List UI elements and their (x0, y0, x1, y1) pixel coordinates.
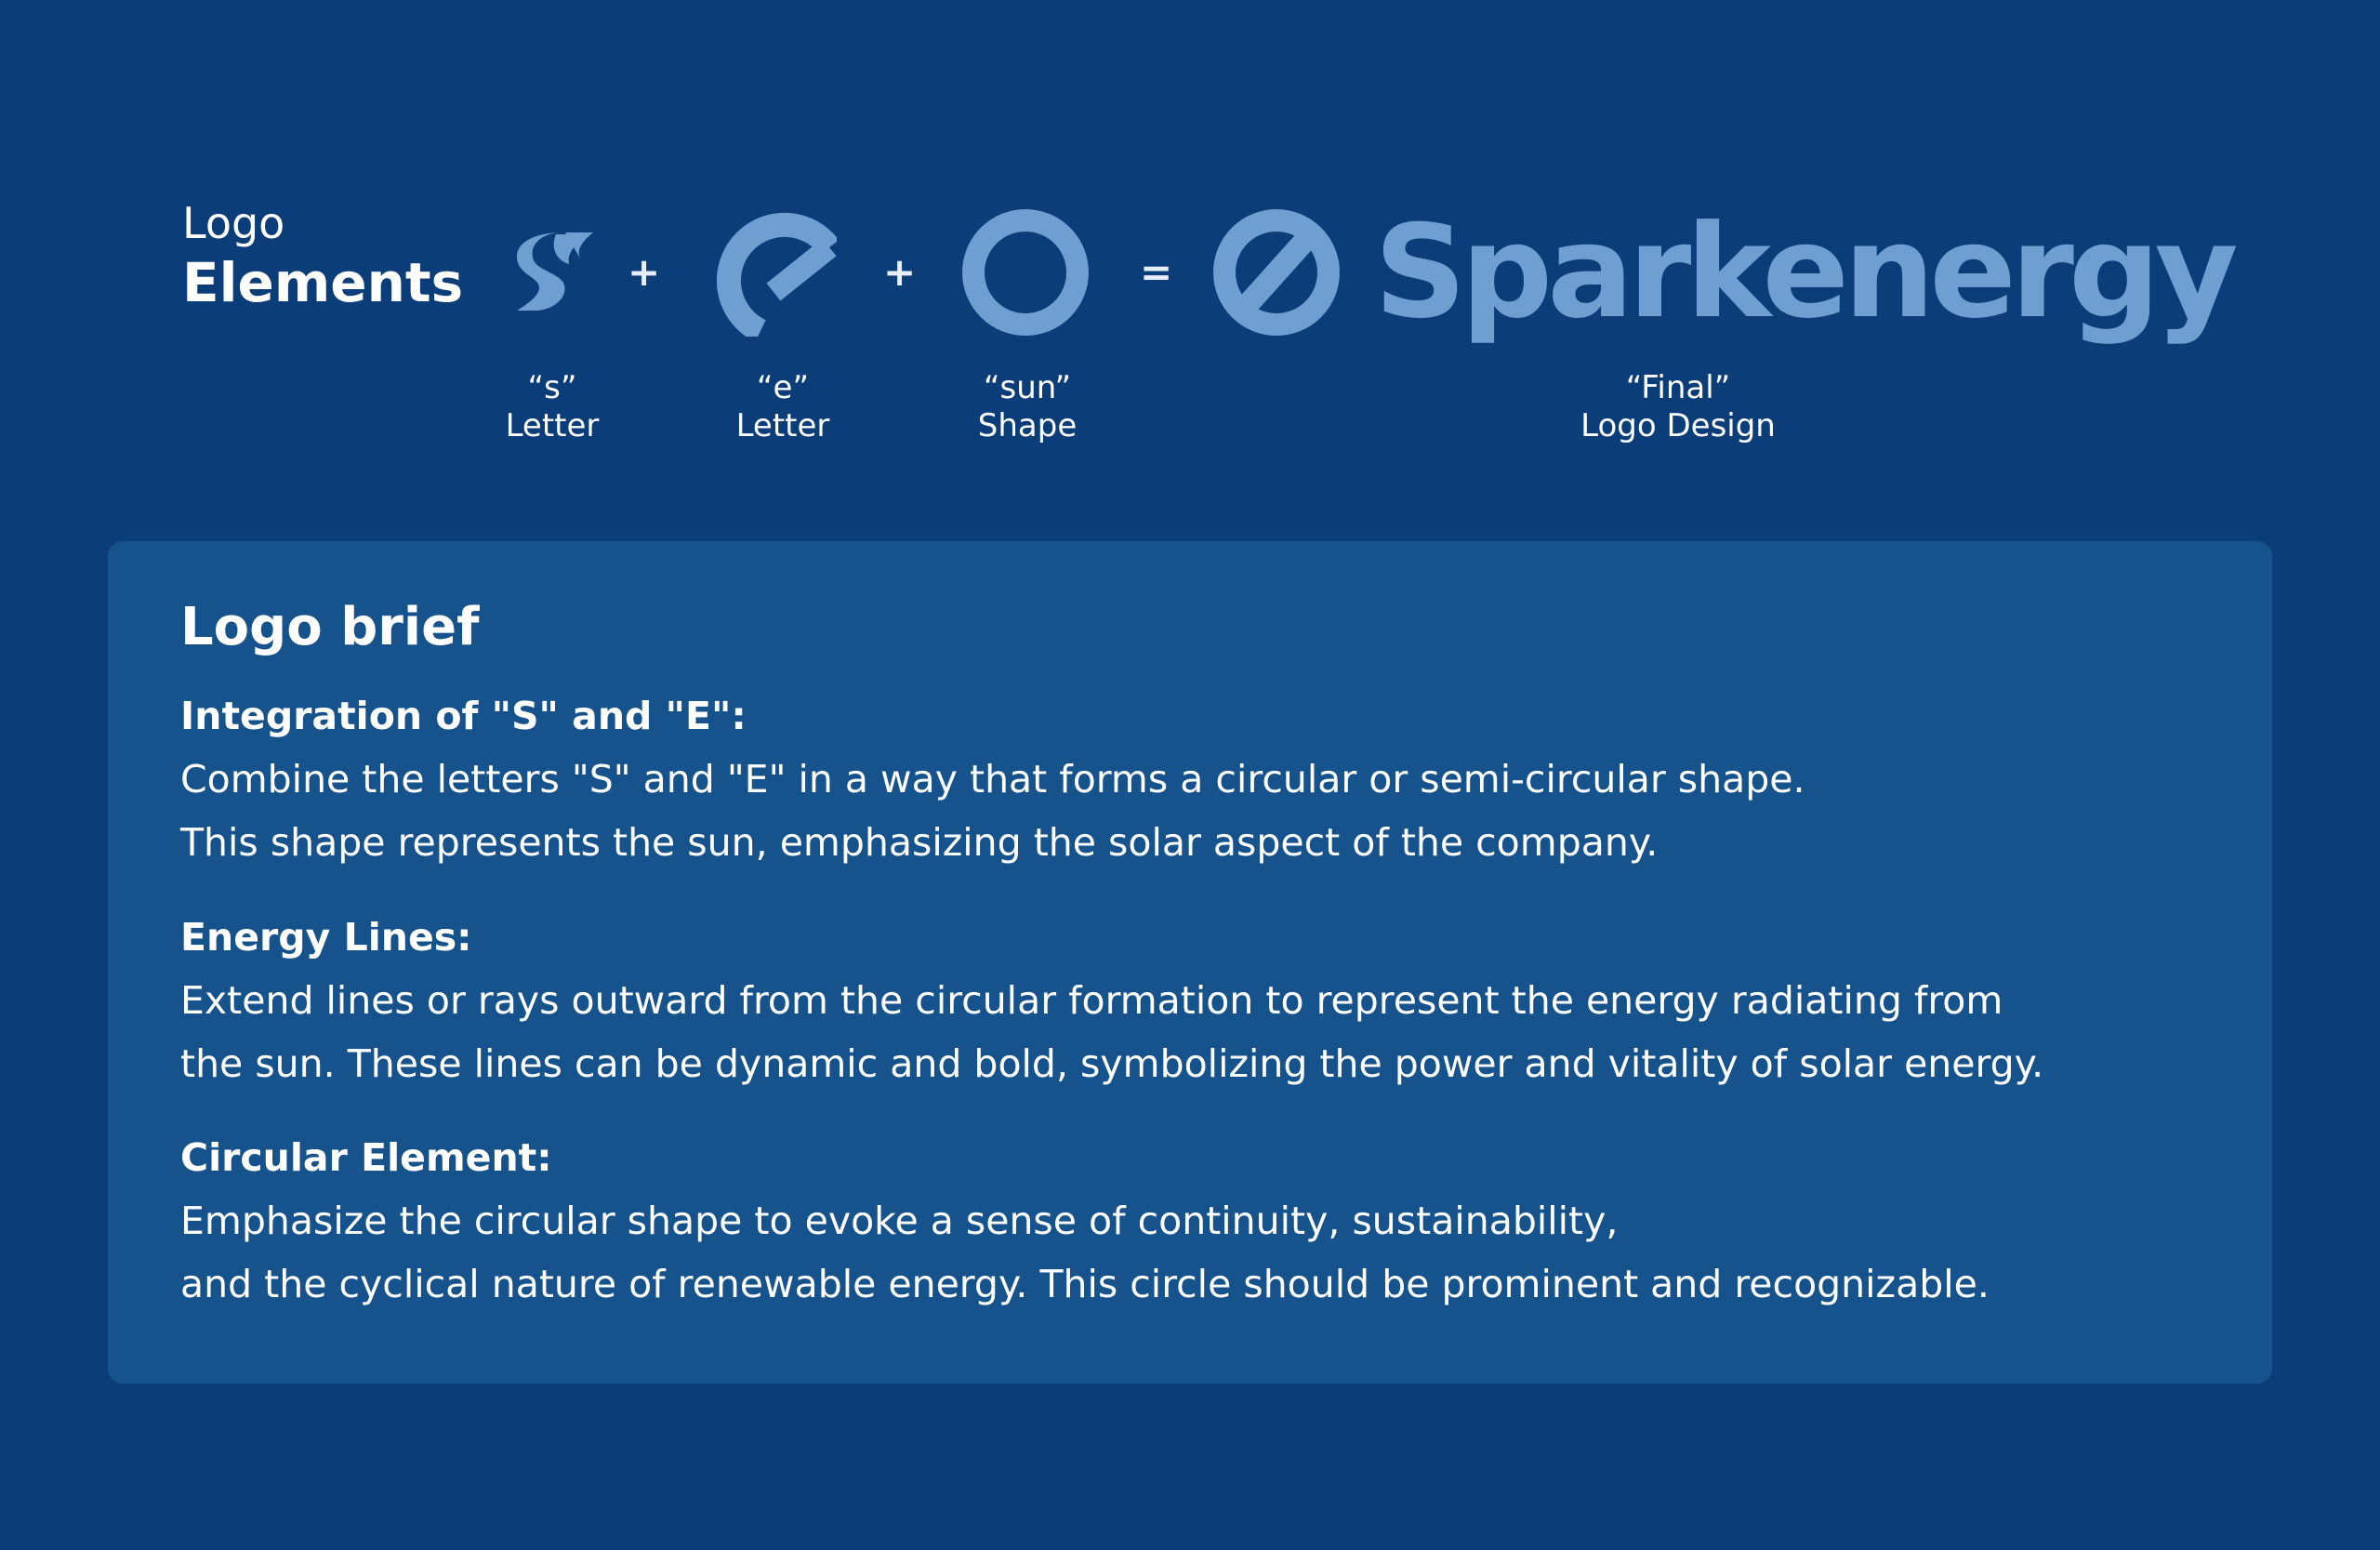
section-line: This shape represents the sun, emphasizing the solar aspect of the company. (180, 820, 1659, 865)
caption-sun-shape: “sun” Shape (977, 369, 1078, 444)
title-bold: Elements (182, 250, 464, 314)
brief-title: Logo brief (180, 597, 480, 657)
logo-elements-title (182, 199, 463, 314)
plus-operator-2: + (883, 249, 917, 295)
caption-e-letter: “e” Letter (735, 369, 830, 444)
section-line: Combine the letters "S" and "E" in a way that forms a circular or semi-circular shape. (180, 757, 1805, 801)
s-letter-icon (509, 229, 597, 316)
e-letter-icon (712, 212, 837, 337)
section-heading: Energy Lines: (180, 915, 472, 960)
caption-final-logo: “Final” Logo Design (1580, 369, 1776, 444)
section-line: and the cyclical nature of renewable energy. This circle should be prominent and recognizable. (180, 1262, 1990, 1306)
section-line: Emphasize the circular shape to evoke a sense of continuity, sustainability, (180, 1199, 1619, 1243)
section-line: Extend lines or rays outward from the circular formation to represent the energy radiating from (180, 978, 2003, 1023)
logo-brief-panel (108, 541, 2272, 1384)
sparkenergy-wordmark: Sparkenergy (1374, 197, 2233, 347)
sun-shape-icon (961, 208, 1090, 337)
section-heading: Circular Element: (180, 1135, 552, 1180)
equals-operator: = (1140, 249, 1173, 295)
section-line: the sun. These lines can be dynamic and bold, symbolizing the power and vitality of solar energy. (180, 1041, 2044, 1086)
caption-s-letter: “s” Letter (505, 369, 600, 444)
brief-section-energy-lines (180, 906, 2226, 1095)
brief-section-integration (180, 684, 2226, 874)
section-heading: Integration of "S" and "E": (180, 694, 747, 738)
title-light: Logo (182, 198, 285, 248)
brief-section-circular-element (180, 1126, 2226, 1316)
plus-operator-1: + (628, 249, 661, 295)
final-logo-icon (1212, 208, 1341, 337)
